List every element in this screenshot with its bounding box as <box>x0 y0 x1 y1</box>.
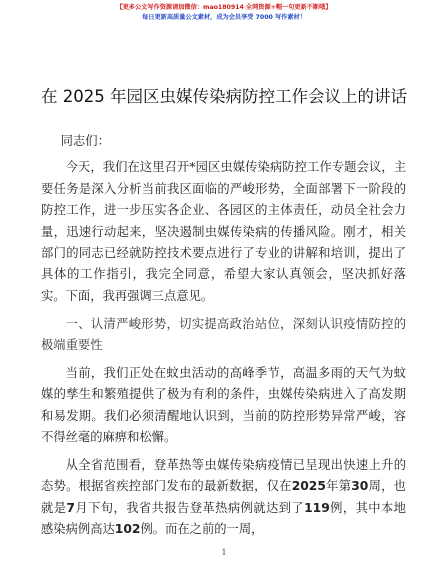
local-cases-value: 102 <box>114 522 141 537</box>
week-value: 30 <box>351 479 369 494</box>
promo-line-1: 【更多公文写作资源请加微信：mao180914 全网资源+帽一句更新不断哦】 <box>116 4 332 11</box>
total-cases-value: 119 <box>304 500 330 515</box>
paragraph-3-text-e: 月下旬，我省共报告登革热病例就达到了 <box>74 500 305 515</box>
promo-banner <box>0 3 448 23</box>
paragraph-3-text-d: 周，也就是 <box>41 479 406 515</box>
paragraph-3-text-c: 年第 <box>325 479 352 494</box>
section-1-heading: 一、认清严峻形势，切实提高政治站位，深刻认识疫情防控的极端重要性 <box>41 316 406 353</box>
year-value: 2025 <box>291 479 326 494</box>
paragraph-3-text-a: 从全省范围看，登革热等虫媒传染病疫情已呈现出快速上升的态势。根据省疾控部门发布的最新数据，仅在 <box>41 457 406 494</box>
paragraph-3 <box>41 455 406 541</box>
document-body <box>41 131 406 547</box>
paragraph-3-text-g: 例。而在之前的一周， <box>140 522 264 537</box>
greeting: 同志们： <box>60 134 110 148</box>
paragraph-3-text-f: 例，其中本地感染病例高达 <box>41 500 406 537</box>
promo-line-2: 每日更新高质量公文素材，成为会员享受 7000 写作素材！ <box>142 14 306 21</box>
document-title: 在 2025 年园区虫媒传染病防控工作会议上的讲话 <box>41 87 407 106</box>
intro-paragraph: 今天，我们在这里召开*园区虫媒传染病防控工作专题会议，主要任务是深入分析当前我区面临的严峻形势，全面部署下一阶段的防控工作，进一步压实各企业、各园区的主体责任，动员全社会力量，迅速行动起来，坚决遏制虫媒传染病的传播风险。刚才，相关部门的同志已经就防控技术要点进行了专业的讲解和培训，提出了具体的工作指引，我完全同意，希望大家认真领会，坚决抓好落实。下面，我再强调三点意见。 <box>41 160 406 303</box>
page-number: 1 <box>221 548 227 557</box>
month-value: 7 <box>66 500 75 515</box>
paragraph-2: 当前，我们正处在蚊虫活动的高峰季节，高温多雨的天气为蚊媒的孳生和繁殖提供了极为有利的条件，虫媒传染病进入了高发期和易发期。我们必须清醒地认识到，当前的防控形势异常严峻，容不得丝毫的麻痹和松懈。 <box>41 365 406 445</box>
